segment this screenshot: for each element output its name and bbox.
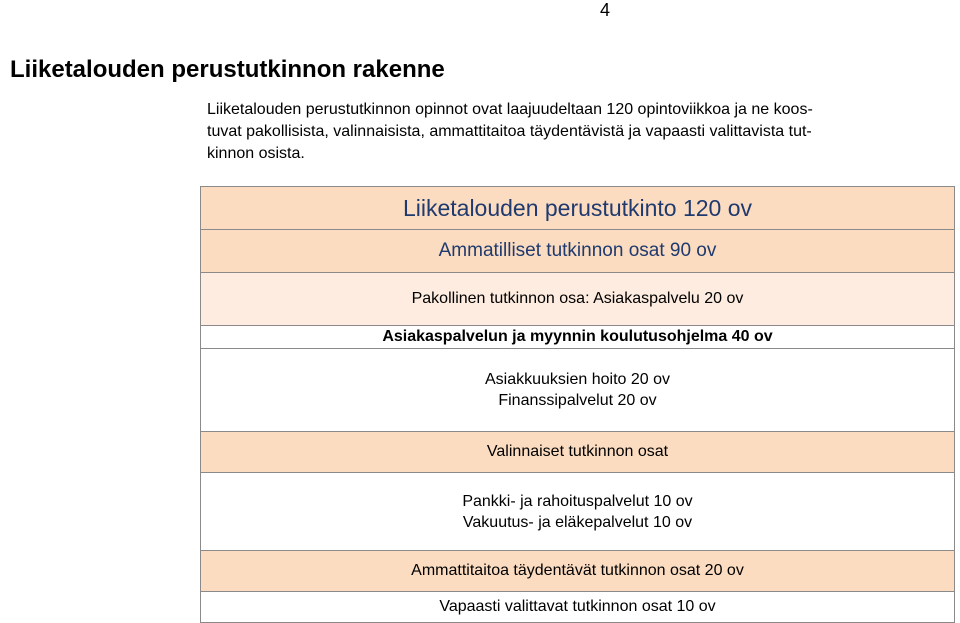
page-number: 4 xyxy=(600,0,611,20)
list-item: Finanssipalvelut 20 ov xyxy=(498,392,657,409)
table-row xyxy=(201,187,955,230)
vocational-units-cell: Ammatilliset tutkinnon osat 90 ov xyxy=(201,230,955,273)
programme-cell: Asiakaspalvelun ja myynnin koulutusohjelma 40 ov xyxy=(201,326,955,349)
supplementary-units-cell: Ammattitaitoa täydentävät tutkinnon osat 20 ov xyxy=(201,551,955,592)
elective-header-cell: Valinnaiset tutkinnon osat xyxy=(201,432,955,473)
table-row xyxy=(201,273,955,326)
table-row xyxy=(201,551,955,592)
mandatory-unit-cell: Pakollinen tutkinnon osa: Asiakaspalvelu 20 ov xyxy=(201,273,955,326)
elective-items-cell xyxy=(201,473,955,551)
table-row xyxy=(201,473,955,551)
page-title: Liiketalouden perustutkinnon rakenne xyxy=(10,56,445,83)
intro-paragraph xyxy=(207,99,907,165)
intro-line: kinnon osista. xyxy=(207,145,305,162)
table-row xyxy=(201,432,955,473)
table-row xyxy=(201,326,955,349)
list-item: Asiakkuuksien hoito 20 ov xyxy=(485,371,670,388)
degree-title-cell: Liiketalouden perustutkinto 120 ov xyxy=(201,187,955,230)
free-choice-units-cell: Vapaasti valittavat tutkinnon osat 10 ov xyxy=(201,592,955,623)
table-row xyxy=(201,230,955,273)
degree-structure-table xyxy=(200,186,955,623)
programme-items-cell xyxy=(201,349,955,432)
intro-line: Liiketalouden perustutkinnon opinnot ovat laajuudeltaan 120 opintoviikkoa ja ne koos- xyxy=(207,101,813,118)
list-item: Pankki- ja rahoituspalvelut 10 ov xyxy=(462,492,693,510)
intro-line: tuvat pakollisista, valinnaisista, ammattitaitoa täydentävistä ja vapaasti valittavista tut- xyxy=(207,123,812,140)
table-row xyxy=(201,592,955,623)
table-row xyxy=(201,349,955,432)
list-item: Vakuutus- ja eläkepalvelut 10 ov xyxy=(462,513,693,531)
